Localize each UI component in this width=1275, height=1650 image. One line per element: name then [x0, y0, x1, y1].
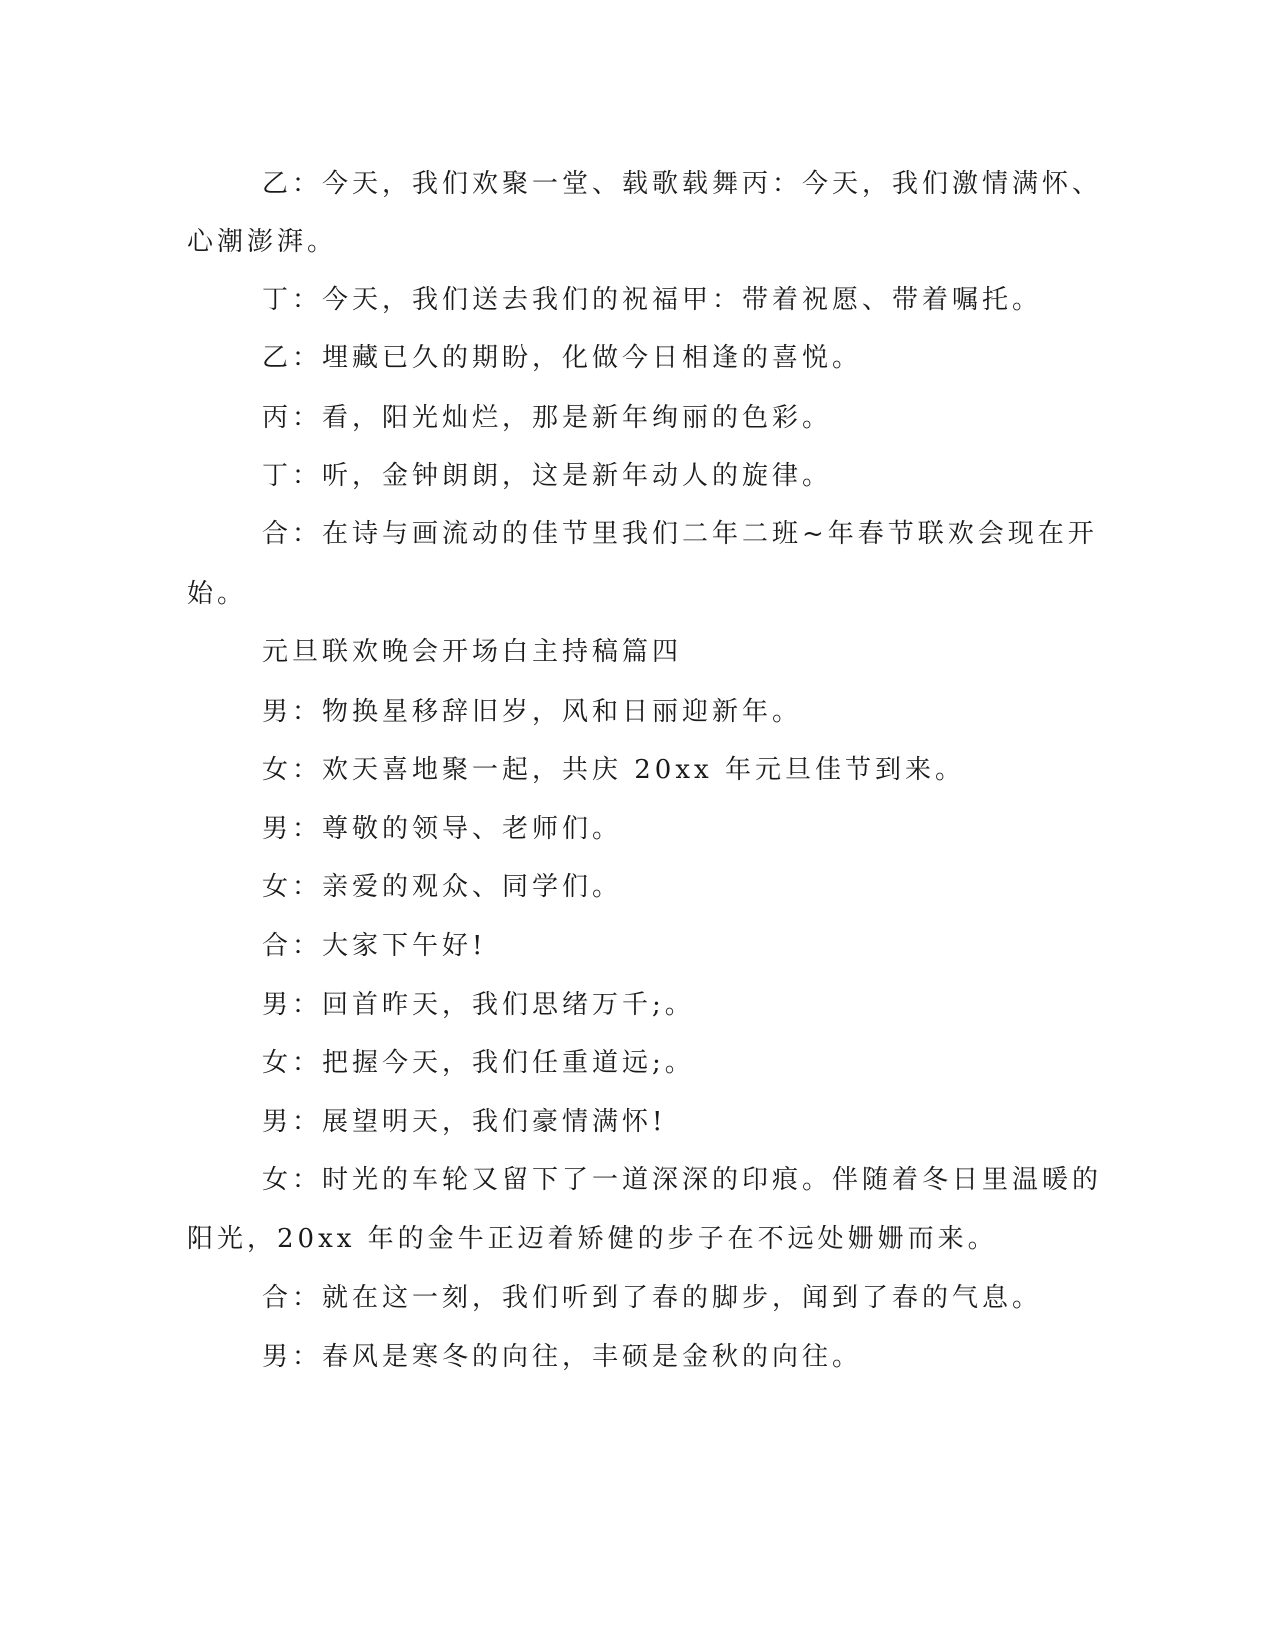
paragraph-line: 男：展望明天，我们豪情满怀! [262, 1107, 667, 1137]
paragraph-line: 男：回首昨天，我们思绪万千;。 [262, 990, 695, 1020]
paragraph-line: 心潮澎湃。 [187, 227, 338, 257]
paragraph-line: 合：在诗与画流动的佳节里我们二年二班~年春节联欢会现在开 [262, 519, 1098, 549]
paragraph-line: 女：亲爱的观众、同学们。 [262, 872, 623, 902]
paragraph-line: 女：欢天喜地聚一起，共庆 20xx 年元旦佳节到来。 [262, 755, 965, 785]
paragraph-line: 丁：今天，我们送去我们的祝福甲：带着祝愿、带着嘱托。 [262, 285, 1043, 315]
paragraph-line: 阳光，20xx 年的金牛正迈着矫健的步子在不远处姗姗而来。 [187, 1224, 998, 1254]
paragraph-line: 丙：看，阳光灿烂，那是新年绚丽的色彩。 [262, 403, 833, 433]
paragraph-line: 始。 [187, 579, 248, 609]
paragraph-line: 男：春风是寒冬的向往，丰硕是金秋的向往。 [262, 1342, 863, 1372]
paragraph-line: 乙：今天，我们欢聚一堂、载歌载舞丙：今天，我们激情满怀、 [262, 169, 1103, 199]
paragraph-line: 男：物换星移辞旧岁，风和日丽迎新年。 [262, 697, 803, 727]
paragraph-line: 男：尊敬的领导、老师们。 [262, 814, 623, 844]
paragraph-line: 乙：埋藏已久的期盼，化做今日相逢的喜悦。 [262, 343, 863, 373]
paragraph-line: 丁：听，金钟朗朗，这是新年动人的旋律。 [262, 461, 833, 491]
paragraph-line: 女：时光的车轮又留下了一道深深的印痕。伴随着冬日里温暖的 [262, 1165, 1103, 1195]
paragraph-line: 合：就在这一刻，我们听到了春的脚步，闻到了春的气息。 [262, 1283, 1043, 1313]
section-heading: 元旦联欢晚会开场白主持稿篇四 [262, 637, 683, 667]
paragraph-line: 女：把握今天，我们任重道远;。 [262, 1048, 695, 1078]
paragraph-line: 合：大家下午好! [262, 931, 487, 961]
